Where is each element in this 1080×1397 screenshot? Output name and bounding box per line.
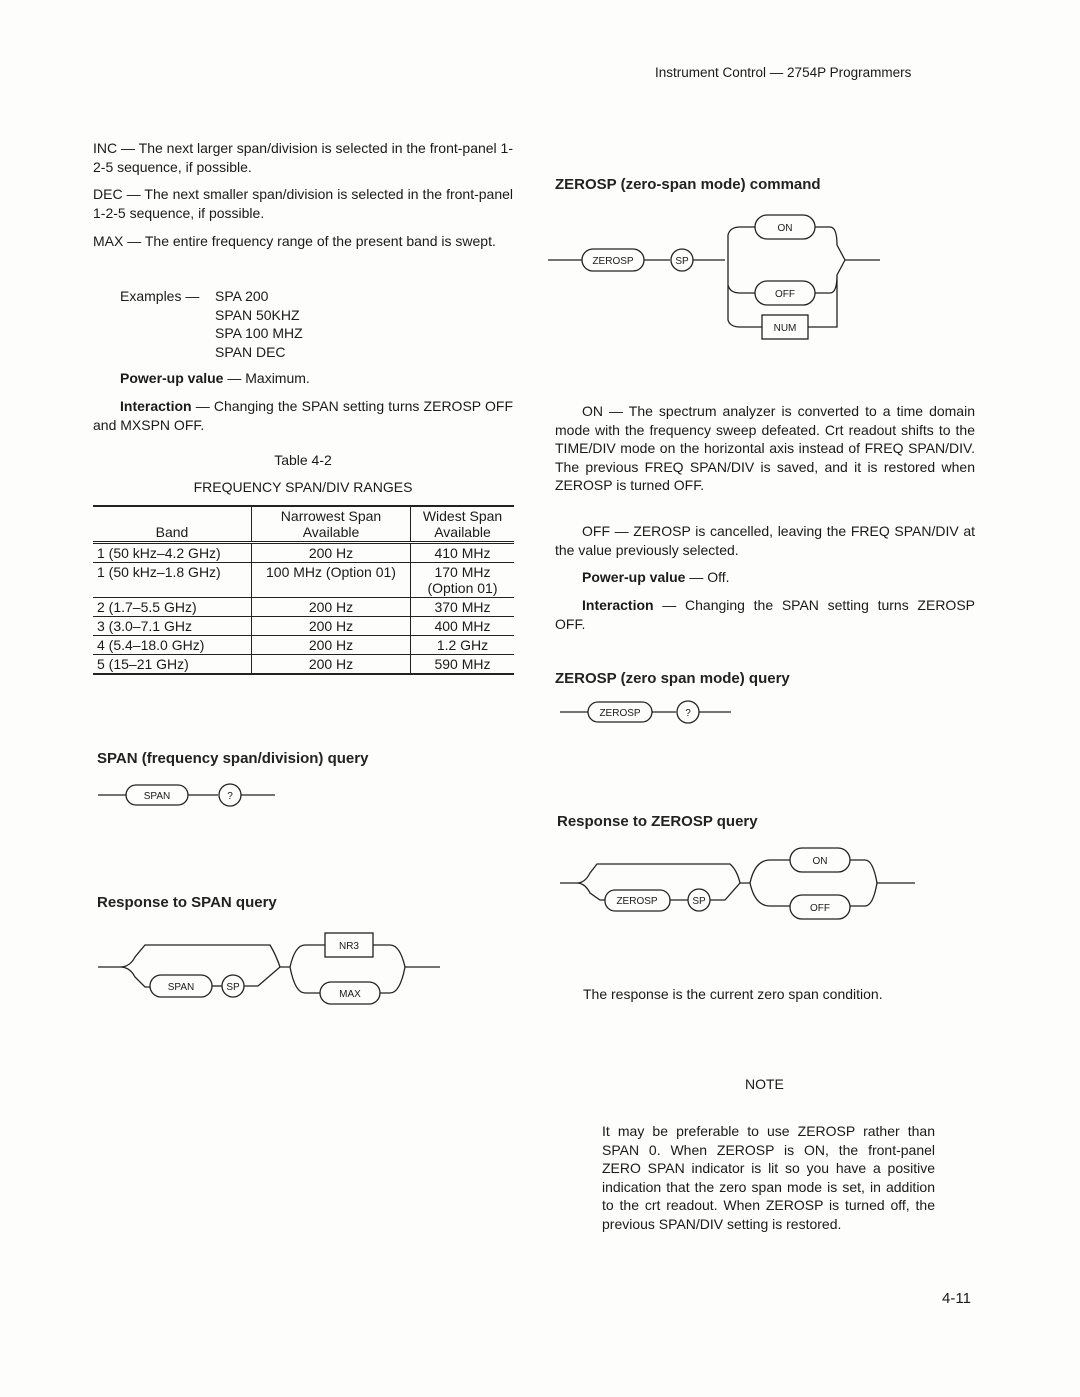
table-row (93, 617, 514, 636)
table-cell: 1.2 GHz (411, 636, 515, 655)
example-item: SPA 200 (215, 288, 269, 304)
table-cell: 5 (15–21 GHz) (97, 656, 189, 672)
span-response-heading: Response to SPAN query (97, 894, 277, 911)
column-header: Widest Span Available (411, 506, 515, 543)
span-query-heading: SPAN (frequency span/division) query (97, 750, 369, 767)
example-item: SPAN 50KHZ (215, 306, 300, 323)
span-query-syntax-diagram (90, 780, 290, 810)
table-cell: 4 (5.4–18.0 GHz) (97, 637, 205, 653)
on-description: ON — The spectrum analyzer is converted to a time domain mode with the frequency sweep defeated. Crt readout shifts to the TIME/DIV mode on the horizontal axis instead of FREQ SPAN/DIV. The previous FREQ SPAN/DIV is saved, and it is restored when ZEROSP is turned OFF. (555, 403, 975, 493)
powerup-line (120, 370, 310, 386)
zerosp-command-syntax-diagram (540, 205, 900, 350)
sp-label: SP (692, 896, 706, 907)
zerosp-keyword-label: ZEROSP (592, 256, 634, 267)
span-ranges-table (93, 505, 514, 675)
table-title: FREQUENCY SPAN/DIV RANGES (193, 479, 413, 495)
interaction-label: Interaction (120, 398, 192, 414)
off-label: OFF (775, 289, 795, 300)
table-row (93, 543, 514, 563)
powerup-label: Power-up value (582, 569, 686, 585)
off-label: OFF (810, 903, 830, 914)
table-cell: 200 Hz (252, 636, 411, 655)
zerosp-response-syntax-diagram (555, 840, 925, 930)
off-description: OFF — ZEROSP is cancelled, leaving the FREQ SPAN/DIV at the value previously selected. (555, 523, 975, 558)
zerosp-keyword-label: ZEROSP (599, 708, 641, 719)
table-cell: 370 MHz (411, 598, 515, 617)
sp-label: SP (675, 256, 689, 267)
table-cell: 200 Hz (252, 655, 411, 675)
table-cell: 590 MHz (411, 655, 515, 675)
column-header: Narrowest Span Available (252, 506, 411, 543)
table-cell: 200 Hz (252, 543, 411, 563)
page-number: 4-11 (942, 1290, 971, 1307)
inc-description: INC — The next larger span/division is selected in the front-panel 1-2-5 sequence, if possible. (93, 140, 513, 175)
query-mark-label: ? (227, 791, 233, 802)
examples-block (120, 287, 303, 360)
span-response-syntax-diagram (90, 925, 450, 1015)
powerup-value: — Off. (689, 569, 730, 585)
sp-label: SP (226, 982, 240, 993)
max-description: MAX — The entire frequency range of the present band is swept. (93, 233, 496, 249)
table-cell: 1 (50 kHz–1.8 GHz) (97, 564, 221, 580)
span-keyword-label: SPAN (143, 791, 171, 802)
zerosp-query-syntax-diagram (555, 698, 755, 728)
interaction-text: — Changing the SPAN setting turns ZEROSP OFF. (555, 597, 975, 632)
table-cell: 3 (3.0–7.1 GHz (97, 618, 192, 634)
query-mark-label: ? (685, 708, 691, 719)
table-number: Table 4-2 (274, 452, 332, 468)
nr3-label: NR3 (338, 941, 360, 952)
interaction-line (555, 596, 975, 633)
table-cell: 100 MHz (Option 01) (252, 563, 411, 598)
on-label: ON (812, 856, 828, 867)
response-description: The response is the current zero span condition. (583, 986, 883, 1002)
example-item: SPA 100 MHZ (215, 325, 303, 341)
table-cell: 410 MHz (411, 543, 515, 563)
column-header: Band (155, 524, 189, 540)
interaction-text: — Changing the SPAN setting turns ZEROSP OFF and MXSPN OFF. (93, 398, 514, 433)
powerup-label: Power-up value (120, 370, 224, 386)
interaction-line (93, 397, 513, 434)
max-label: MAX (339, 989, 361, 1000)
table-row (93, 598, 514, 617)
table-row (93, 655, 514, 675)
table-cell: 200 Hz (252, 617, 411, 636)
table-cell: 200 Hz (252, 598, 411, 617)
table-cell: 400 MHz (411, 617, 515, 636)
table-cell: 1 (50 kHz–4.2 GHz) (97, 545, 221, 561)
dec-description: DEC — The next smaller span/division is selected in the front-panel 1-2-5 sequence, if possible. (93, 186, 513, 221)
running-header: Instrument Control — 2754P Programmers (655, 65, 912, 80)
note-text: It may be preferable to use ZEROSP rather than SPAN 0. When ZEROSP is ON, the front-panel ZERO SPAN indicator is lit so you have a positive indication that the zero span mode is set, in addition to the crt readout. When ZEROSP is turned off, the previous SPAN/DIV setting is restored. (602, 1123, 935, 1232)
powerup-line (582, 569, 730, 585)
on-label: ON (777, 223, 793, 234)
table-row (93, 563, 514, 598)
note-title: NOTE (745, 1076, 784, 1092)
span-keyword-label: SPAN (167, 982, 195, 993)
zerosp-command-heading: ZEROSP (zero-span mode) command (555, 176, 821, 193)
num-label: NUM (773, 323, 797, 334)
zerosp-query-heading: ZEROSP (zero span mode) query (555, 670, 790, 687)
interaction-label: Interaction (582, 597, 654, 613)
zerosp-response-heading: Response to ZEROSP query (557, 813, 758, 830)
example-item: SPAN DEC (215, 343, 286, 360)
table-cell: 2 (1.7–5.5 GHz) (97, 599, 197, 615)
examples-label: Examples — (120, 288, 200, 304)
zerosp-keyword-label: ZEROSP (616, 896, 658, 907)
table-row (93, 636, 514, 655)
powerup-value: — Maximum. (227, 370, 310, 386)
table-cell: 170 MHz (Option 01) (411, 563, 515, 598)
